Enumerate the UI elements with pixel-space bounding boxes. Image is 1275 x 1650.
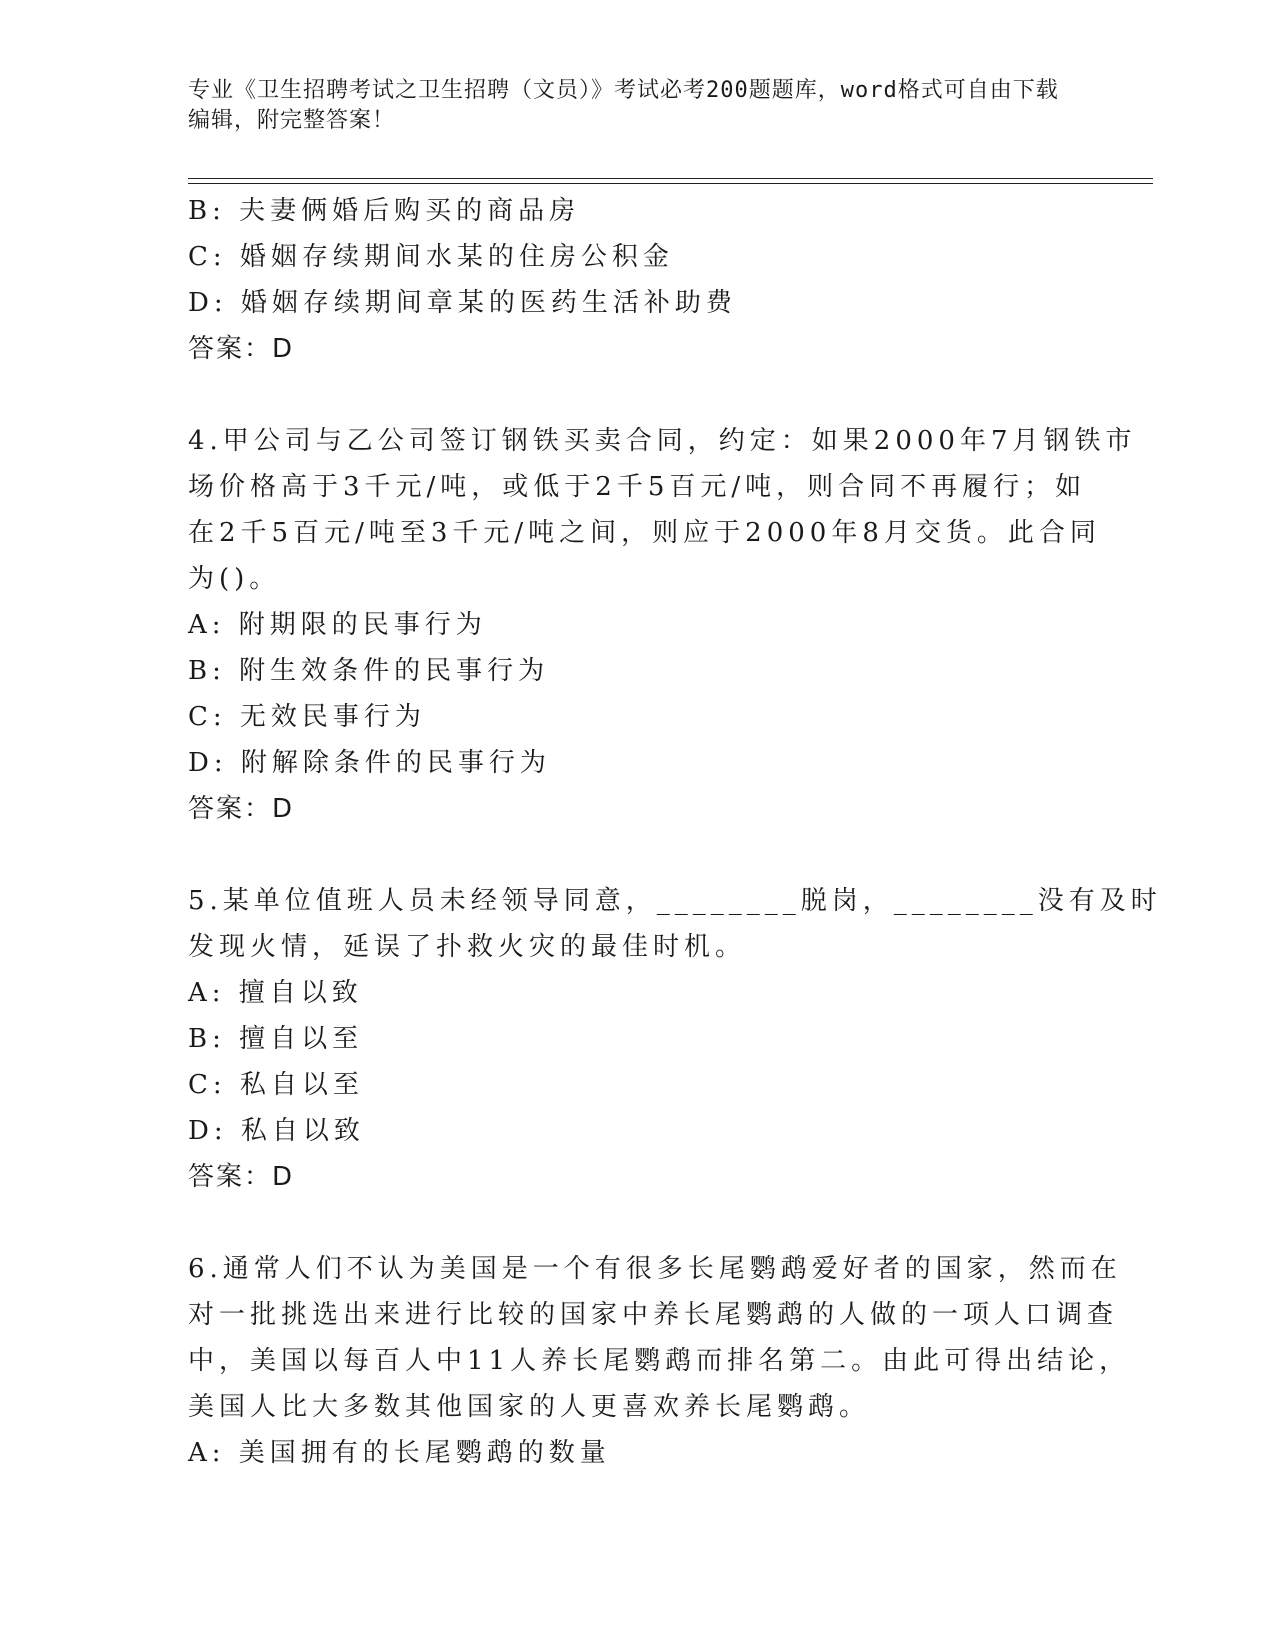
header-divider-top [188, 178, 1153, 179]
question-stem-line: 为()。 [188, 564, 281, 594]
option-d: D: 婚姻存续期间章某的医药生活补助费 [188, 288, 737, 318]
spacer [188, 372, 1068, 418]
question-stem-line: 中，美国以每百人中11人养长尾鹦鹉而排名第二。由此可得出结论， [188, 1346, 1131, 1376]
answer-line: 答案：D [188, 334, 295, 364]
question-stem-line: 场价格高于3千元/吨，或低于2千5百元/吨，则合同不再履行；如 [188, 472, 1087, 502]
answer-line: 答案：D [188, 1162, 295, 1192]
option-b: B: 附生效条件的民事行为 [188, 656, 550, 686]
question-stem-line: 对一批挑选出来进行比较的国家中养长尾鹦鹉的人做的一项人口调查 [188, 1300, 1119, 1330]
option-c: C: 婚姻存续期间水某的住房公积金 [188, 242, 674, 272]
question-3-tail [188, 188, 1068, 372]
question-content [188, 188, 1162, 1476]
spacer [188, 1200, 1068, 1246]
option-a: A: 美国拥有的长尾鹦鹉的数量 [188, 1438, 611, 1468]
header-divider-bottom [188, 183, 1153, 184]
question-stem-line: 6.通常人们不认为美国是一个有很多长尾鹦鹉爱好者的国家，然而在 [188, 1254, 1122, 1284]
question-stem-line: 4.甲公司与乙公司签订钢铁买卖合同，约定：如果2000年7月钢铁市 [188, 426, 1137, 456]
option-a: A: 擅自以致 [188, 978, 363, 1008]
option-c: C: 无效民事行为 [188, 702, 426, 732]
question-stem-line: 美国人比大多数其他国家的人更喜欢养长尾鹦鹉。 [188, 1392, 871, 1422]
question-stem-line: 在2千5百元/吨至3千元/吨之间，则应于2000年8月交货。此合同 [188, 518, 1101, 548]
answer-line: 答案：D [188, 794, 295, 824]
option-d: D: 附解除条件的民事行为 [188, 748, 551, 778]
option-b: B: 夫妻俩婚后购买的商品房 [188, 196, 581, 226]
question-6 [188, 1246, 1131, 1476]
question-stem-line: 5.某单位值班人员未经领导同意，________脱岗，________没有及时 [188, 886, 1162, 916]
question-stem-line: 发现火情，延误了扑救火灾的最佳时机。 [188, 932, 747, 962]
option-a: A: 附期限的民事行为 [188, 610, 487, 640]
question-4 [188, 418, 1137, 832]
option-d: D: 私自以致 [188, 1116, 365, 1146]
option-b: B: 擅自以至 [188, 1024, 364, 1054]
option-c: C: 私自以至 [188, 1070, 364, 1100]
question-5 [188, 878, 1162, 1200]
document-header: 专业《卫生招聘考试之卫生招聘（文员）》考试必考200题题库，word格式可自由下载编辑，附完整答案！ [188, 78, 1059, 133]
spacer [188, 832, 1068, 878]
